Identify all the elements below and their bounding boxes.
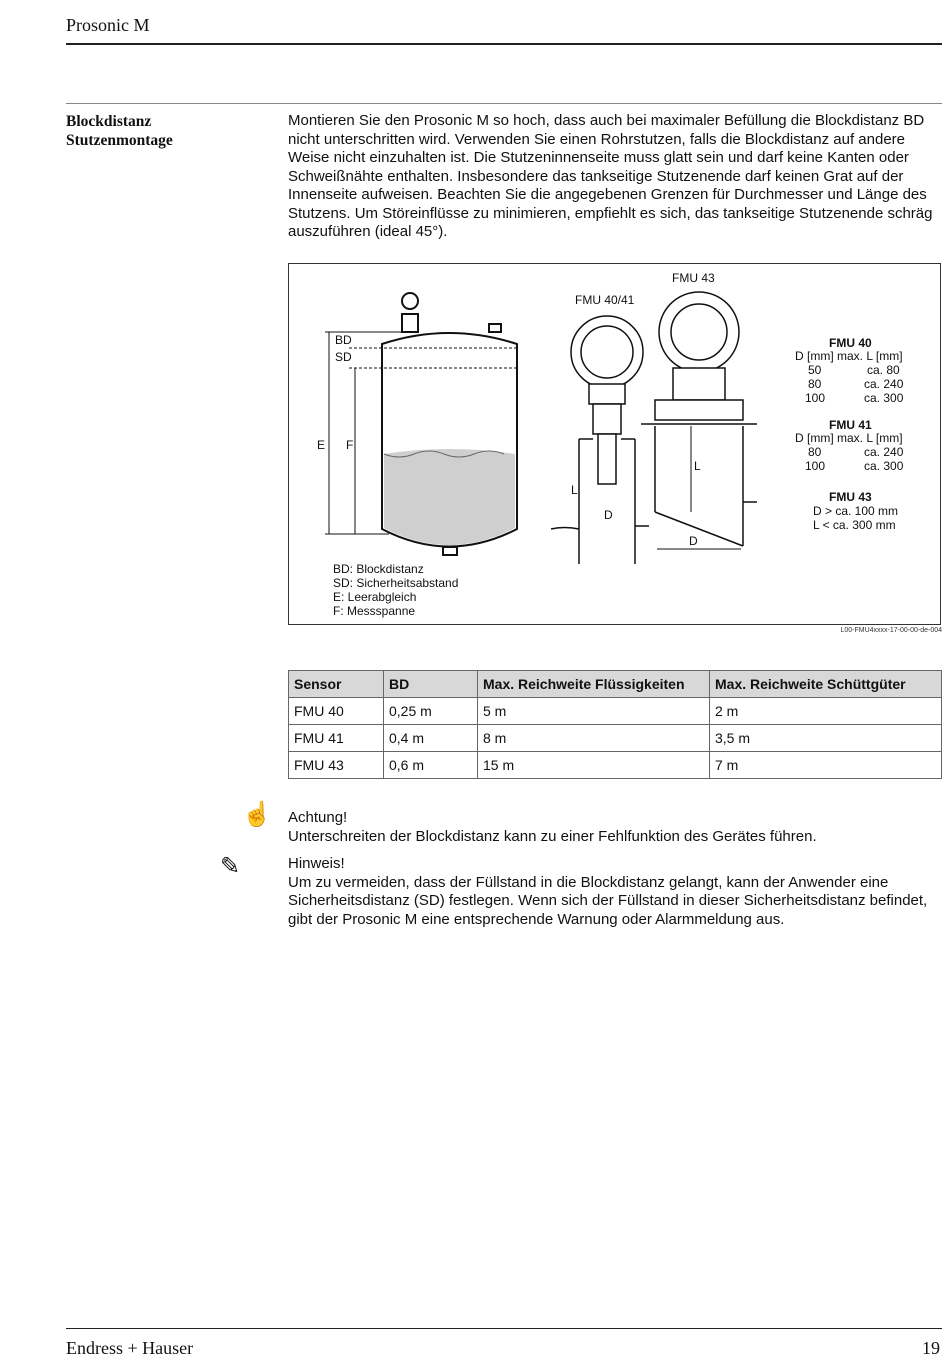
fmu40-l: ca. 80 <box>867 363 900 377</box>
fmu43-drawing <box>641 292 757 546</box>
legend-item: SD: Sicherheitsabstand <box>333 576 459 590</box>
f-label: F <box>346 438 354 452</box>
hint-title: Hinweis! <box>288 855 345 872</box>
fmu41-title: FMU 41 <box>829 418 872 432</box>
pencil-icon: ✎ <box>220 853 241 880</box>
table-cell: 3,5 m <box>710 725 942 752</box>
l-label-b: L <box>694 459 701 473</box>
d-label-a: D <box>604 508 613 522</box>
table-row <box>289 725 942 752</box>
footer-brand: Endress + Hauser <box>66 1338 194 1358</box>
hint-text: Um zu vermeiden, dass der Füllstand in die Blockdistanz gelangt, kann der Anwender eine Sicherheitsdistanz (SD) festlegen. Wenn sich der Füllstand in dieser Sicherheitsdistanz befindet, gibt der Prosonic M eine entsprechende Warnung oder Alarmmeldung aus. <box>288 873 928 928</box>
fmu41-header: D [mm] max. L [mm] <box>795 431 903 445</box>
header-divider <box>66 43 942 45</box>
table-cell: 15 m <box>478 752 710 779</box>
table-cell: 5 m <box>478 698 710 725</box>
fmu40-l: ca. 240 <box>864 377 904 391</box>
fmu43-dimension-lines <box>657 426 741 549</box>
section-title-line1: Blockdistanz <box>66 113 152 130</box>
table-cell: 0,6 m <box>384 752 478 779</box>
table-header-cell: Max. Reichweite Flüssigkeiten <box>478 671 710 698</box>
table-cell: FMU 41 <box>289 725 384 752</box>
table-header-cell: Sensor <box>289 671 384 698</box>
table-cell: 0,4 m <box>384 725 478 752</box>
fmu43-spec-title: FMU 43 <box>829 490 872 504</box>
bd-label: BD <box>335 333 352 347</box>
table-cell: FMU 43 <box>289 752 384 779</box>
fmu40-l: ca. 300 <box>864 391 904 405</box>
fmu43-spec-line: D > ca. 100 mm <box>813 504 899 518</box>
table-row <box>289 698 942 725</box>
fmu40-d: 50 <box>808 363 822 377</box>
pointing-hand-icon: ☝ <box>242 801 272 828</box>
fmu41-d: 80 <box>808 445 822 459</box>
table-cell: 8 m <box>478 725 710 752</box>
table-cell: 7 m <box>710 752 942 779</box>
fmu4041-label: FMU 40/41 <box>575 293 635 307</box>
fmu43-label: FMU 43 <box>672 271 715 285</box>
page-header-title: Prosonic M <box>66 15 150 35</box>
installation-diagram <box>289 264 942 626</box>
fmu40-title: FMU 40 <box>829 336 872 350</box>
table-cell: 2 m <box>710 698 942 725</box>
sd-label: SD <box>335 350 352 364</box>
installation-figure <box>288 263 941 625</box>
fmu40-header: D [mm] max. L [mm] <box>795 349 903 363</box>
d-label-b: D <box>689 534 698 548</box>
fmu40-41-drawing <box>551 316 649 564</box>
fmu40-d: 80 <box>808 377 822 391</box>
legend-item: F: Messspanne <box>333 604 416 618</box>
table-header-cell: BD <box>384 671 478 698</box>
caution-text: Unterschreiten der Blockdistanz kann zu einer Fehlfunktion des Gerätes führen. <box>288 827 817 845</box>
sensor-table <box>288 670 942 779</box>
l-label-a: L <box>571 483 578 497</box>
fmu43-spec-line: L < ca. 300 mm <box>813 518 896 532</box>
footer-divider <box>66 1328 942 1329</box>
hint-note <box>288 855 943 929</box>
table-row <box>289 752 942 779</box>
caution-title: Achtung! <box>288 809 348 826</box>
fmu41-l: ca. 300 <box>864 459 904 473</box>
table-header-cell: Max. Reichweite Schüttgüter <box>710 671 942 698</box>
table-cell: FMU 40 <box>289 698 384 725</box>
section-title-line2: Stutzenmontage <box>66 132 173 149</box>
caution-note <box>288 809 943 846</box>
section-title <box>66 112 173 150</box>
fmu41-d: 100 <box>805 459 826 473</box>
legend-item: BD: Blockdistanz <box>333 562 424 576</box>
table-header-row <box>289 671 942 698</box>
page-number: 19 <box>922 1338 940 1358</box>
fmu40-d: 100 <box>805 391 826 405</box>
fmu41-l: ca. 240 <box>864 445 904 459</box>
legend-item: E: Leerabgleich <box>333 590 417 604</box>
table-cell: 0,25 m <box>384 698 478 725</box>
figure-id: L00-FMU4xxxx-17-00-00-de-004 <box>840 627 942 634</box>
section-divider <box>66 103 942 104</box>
section-body: Montieren Sie den Prosonic M so hoch, dass auch bei maximaler Befüllung die Blockdistanz BD nicht unterschritten wird. Verwenden Sie einen Rohrstutzen, falls die Blockdistanz auf andere Weise nicht einzuhalten ist. Die Stutzeninnenseite muss glatt sein und darf keine Kanten oder Schweißnähte enthalten. Insbesondere das tankseitige Stutzenende darf keinen Grat auf der Innenseite aufweisen. Beachten Sie die angegebenen Grenzen für Durchmesser und Länge des Stutzens. Um Störeinflüsse zu minimieren, empfiehlt es sich, das tankseitige Stutzenende schräg auszuführen (ideal 45°). <box>288 112 933 240</box>
e-label: E <box>317 438 326 452</box>
